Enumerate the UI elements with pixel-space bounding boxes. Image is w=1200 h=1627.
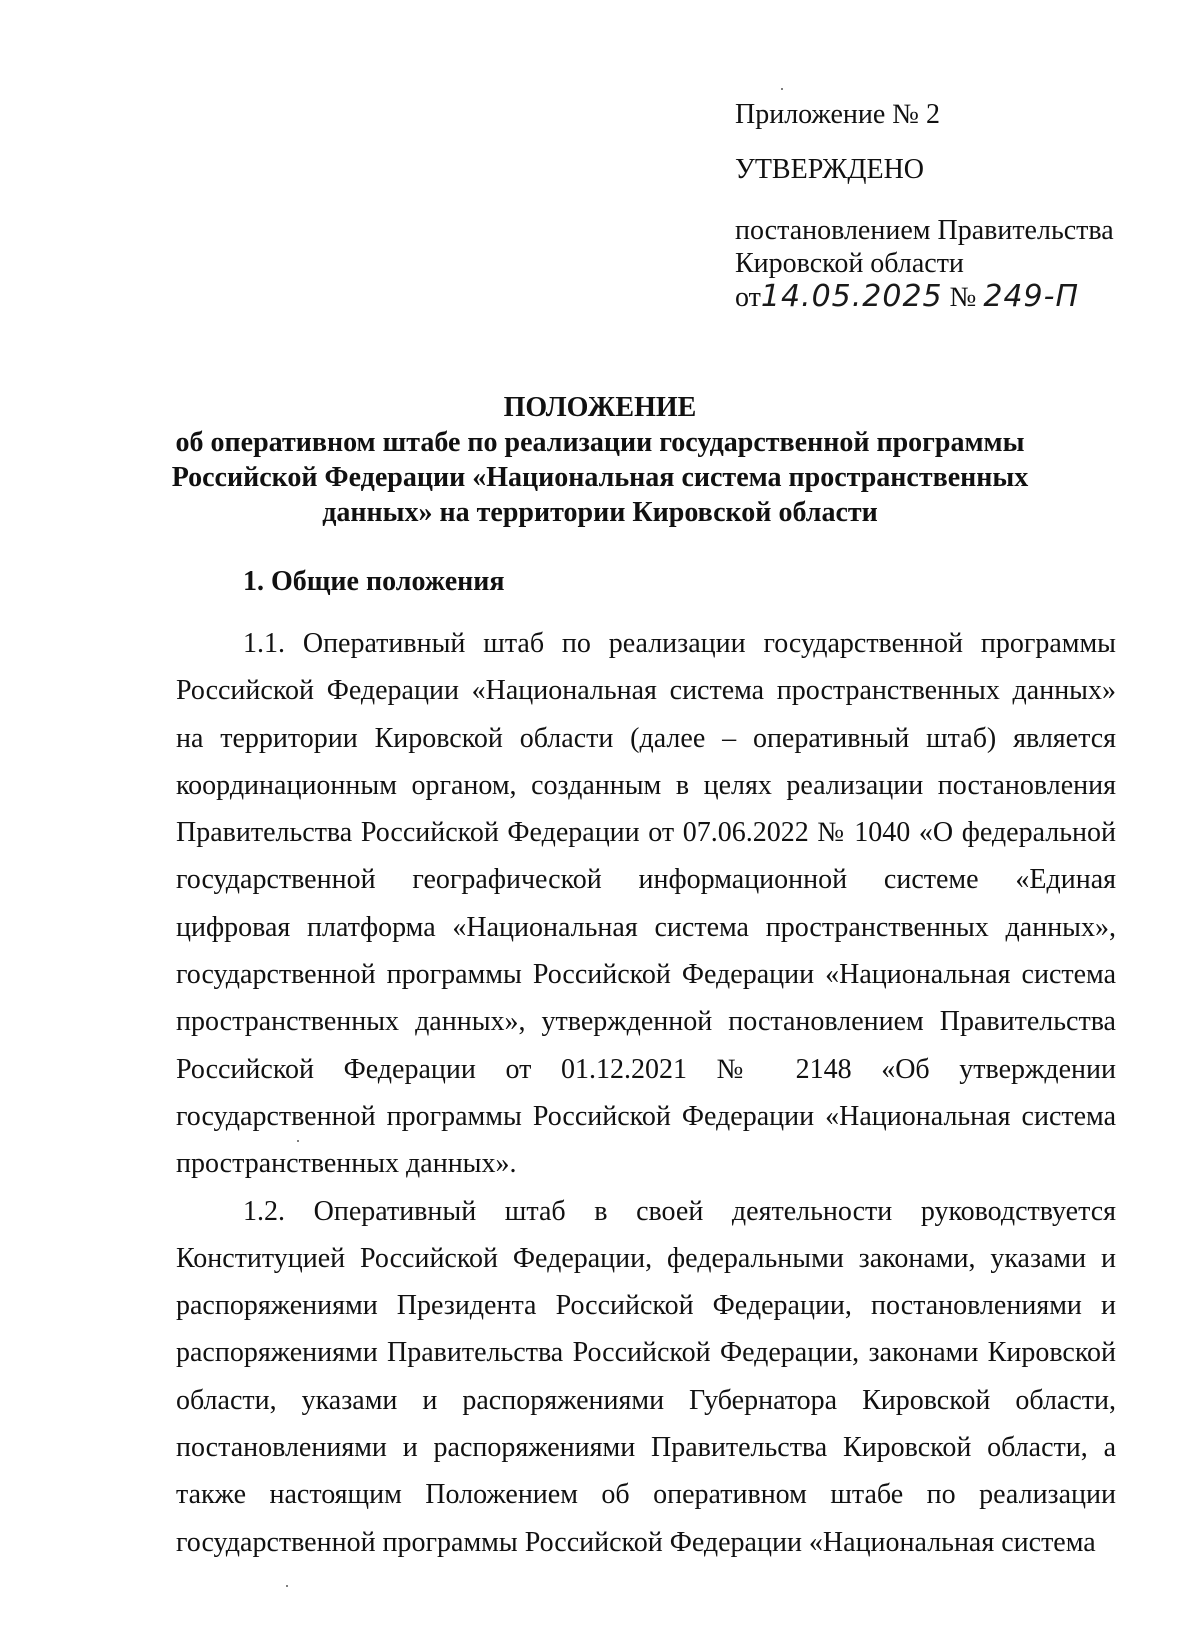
section-heading: 1. Общие положения bbox=[243, 566, 505, 597]
paragraph-1-2: 1.2. Оперативный штаб в своей деятельности руководствуется Конституцией Российской Федерации, федеральными законами, указами и распоряжениями Президента Российской Федерации, постановлениями и распоряжениями Правительства Российской Федерации, законами Кировской области, указами и распоряжениями Губернатора Кировской области, постановлениями и распоряжениями Правительства Кировской области, а также настоящим Положением об оперативном штабе по реализации государственной программы Российской Федерации «Национальная система bbox=[176, 1195, 1116, 1558]
approved-by-line2: Кировской области bbox=[735, 248, 964, 279]
handwritten-date: 14.05.2025 bbox=[760, 279, 943, 314]
body-text bbox=[176, 620, 1116, 1566]
approved-by-line1: постановлением Правительства bbox=[735, 215, 1114, 246]
handwritten-number: 249-П bbox=[983, 279, 1080, 314]
scan-speck bbox=[297, 1140, 299, 1142]
document-title bbox=[150, 390, 1050, 530]
from-prefix: от bbox=[735, 282, 761, 313]
approval-stamp-block bbox=[735, 98, 1155, 314]
approved-label: УТВЕРЖДЕНО bbox=[735, 154, 925, 185]
approval-date-number bbox=[735, 280, 1155, 314]
title-line-1: об оперативном штабе по реализации государственной программы bbox=[175, 427, 1025, 458]
title-line-3: данных» на территории Кировской области bbox=[322, 497, 878, 528]
annex-number: Приложение № 2 bbox=[735, 99, 940, 130]
paragraph-1-1: 1.1. Оперативный штаб по реализации государственной программы Российской Федерации «Национальная система пространственных данных» на территории Кировской области (далее – оперативный штаб) является координационным органом, созданным в целях реализации постановления Правительства Российской Федерации от 07.06.2022 № 1040 «О федеральной государственной географической информационной системе «Единая цифровая платформа «Национальная система пространственных данных», государственной программы Российской Федерации «Национальная система пространственных данных», утвержденной постановлением Правительства Российской Федерации от 01.12.2021 № 2148 «Об утверждении государственной программы Российской Федерации «Национальная система пространственных данных». bbox=[176, 628, 1116, 1180]
title-line-2: Российской Федерации «Национальная система пространственных bbox=[171, 462, 1029, 493]
title-main: ПОЛОЖЕНИЕ bbox=[503, 392, 697, 423]
scan-speck bbox=[286, 1585, 288, 1587]
scan-speck bbox=[781, 88, 783, 90]
number-prefix: № bbox=[949, 282, 977, 313]
